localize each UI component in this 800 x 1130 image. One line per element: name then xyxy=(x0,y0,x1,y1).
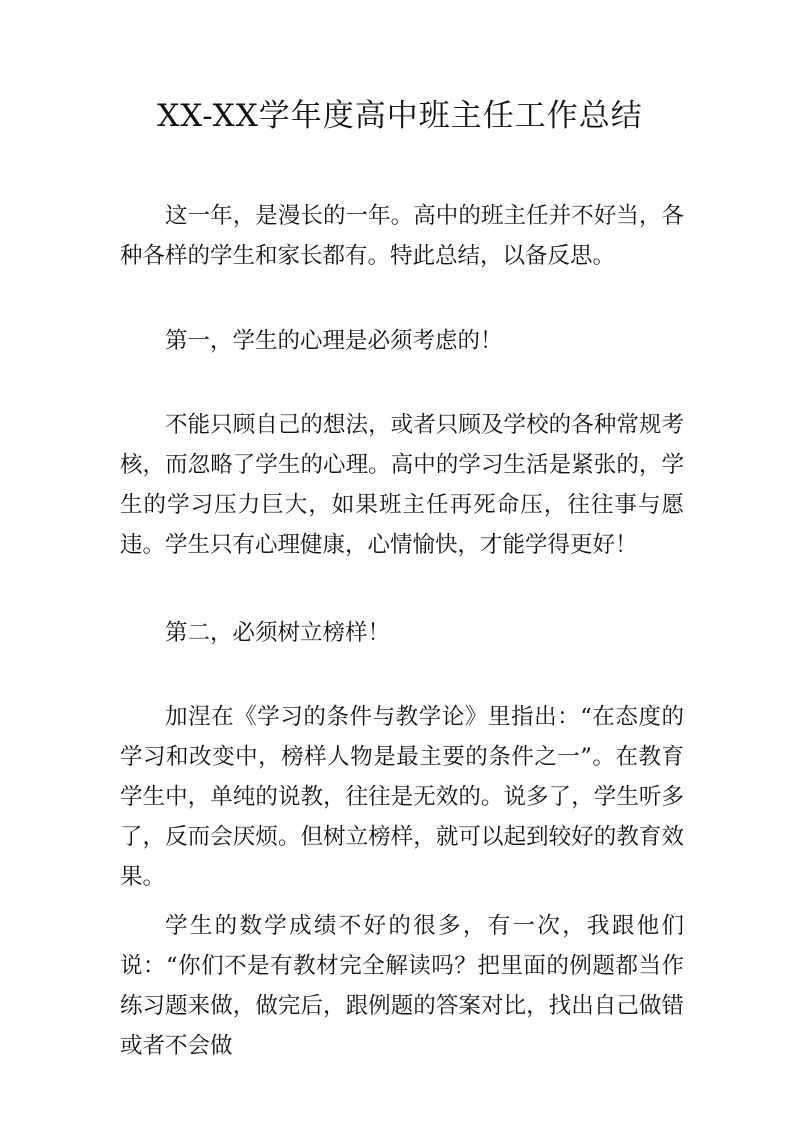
paragraph-role-model: 加涅在《学习的条件与教学论》里指出：“在态度的学习和改变中，榜样人物是最主要的条件之一”。在教育学生中，单纯的说教，往往是无效的。说多了，学生听多了，反而会厌烦。但树立榜样，就可以起到较好的教育效果。 xyxy=(120,704,684,890)
paragraph-math-example: 学生的数学成绩不好的很多，有一次，我跟他们说：“你们不是有教材完全解读吗？把里面的例题都当作练习题来做，做完后，跟例题的答案对比，找出自己做错或者不会做 xyxy=(120,913,684,1059)
paragraph-psychology: 不能只顾自己的想法，或者只顾及学校的各种常规考核，而忽略了学生的心理。高中的学习生活是紧张的，学生的学习压力巨大，如果班主任再死命压，往往事与愿违。学生只有心理健康，心情愉快，才能学得更好！ xyxy=(120,412,684,558)
heading-point-one: 第一，学生的心理是必须考虑的！ xyxy=(165,328,503,354)
document-title: XX-XX学年度高中班主任工作总结 xyxy=(157,98,643,134)
paragraph-intro: 这一年，是漫长的一年。高中的班主任并不好当，各种各样的学生和家长都有。特此总结，以备反思。 xyxy=(120,203,684,269)
heading-point-two: 第二，必须树立榜样！ xyxy=(165,620,391,646)
